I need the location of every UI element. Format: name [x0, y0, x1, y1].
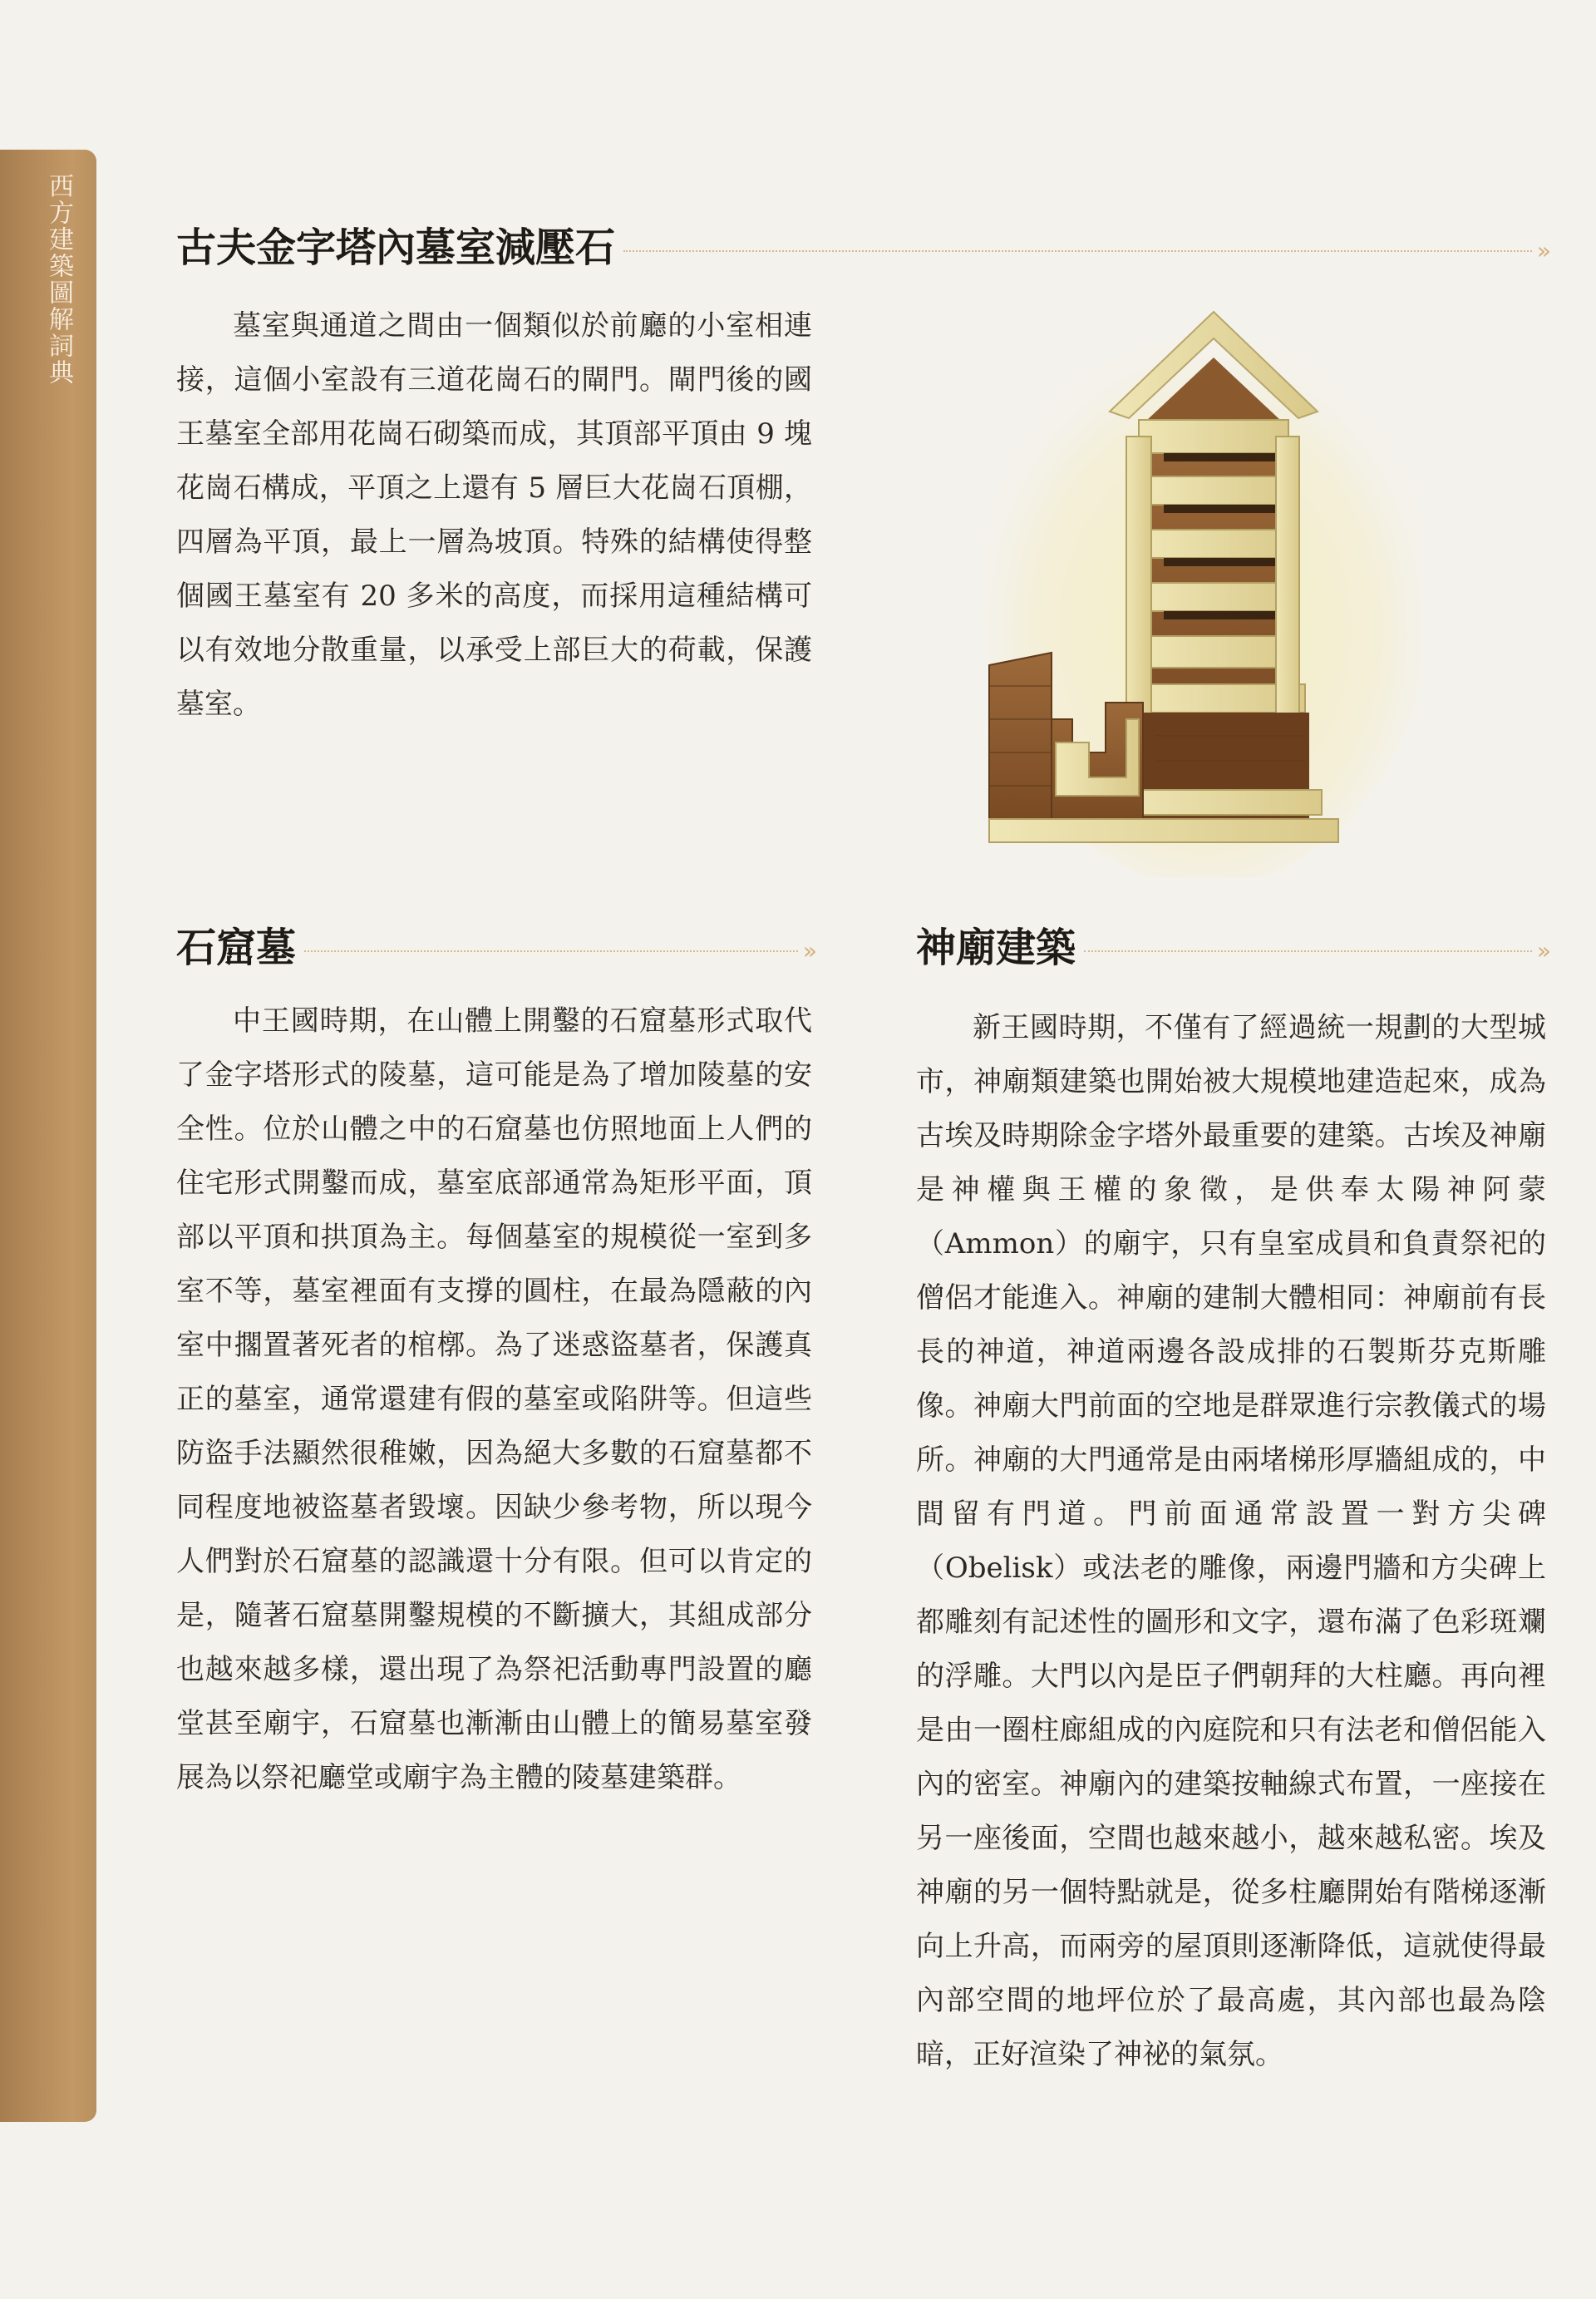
- chevron-right-icon: »: [1536, 936, 1546, 964]
- paragraph-temple-architecture: 新王國時期，不僅有了經過統一規劃的大型城市，神廟類建築也開始被大規模地建造起來，成為古埃及時期除金字塔外最重要的建築。古埃及神廟是神權與王權的象徵，是供奉太陽神阿蒙（Ammon）的廟宇，只有皇室成員和負責祭祀的僧侶才能進入。神廟的建制大體相同：神廟前有長長的神道，神道兩邊各設成排的石製斯芬克斯雕像。神廟大門前面的空地是群眾進行宗教儀式的場所。神廟的大門通常是由兩堵梯形厚牆組成的，中間留有門道。門前面通常設置一對方尖碑（Obelisk）或法老的雕像，兩邊門牆和方尖碑上都雕刻有記述性的圖形和文字，還布滿了色彩斑斕的浮雕。大門以內是臣子們朝拜的大柱廳。再向裡是由一圈柱廊組成的內庭院和只有法老和僧侶能入內的密室。神廟內的建築按軸線式布置，一座接在另一座後面，空間也越來越小，越來越私密。埃及神廟的另一個特點就是，從多柱廳開始有階梯逐漸向上升高，而兩旁的屋頂則逐漸降低，這就使得最內部空間的地坪位於了最高處，其內部也最為陰暗，正好渲染了神祕的氣氛。: [916, 1011, 1546, 2071]
- heading-temple-architecture-text: 神廟建築: [916, 925, 1076, 971]
- side-tab: [0, 150, 96, 2122]
- pillar-left: [1126, 437, 1151, 728]
- antechamber-block: [989, 653, 1052, 819]
- pillar-right: [1276, 437, 1299, 736]
- relieving-chamber-illustration: [956, 287, 1421, 877]
- side-tab-label: 西方建築圖解詞典: [44, 173, 73, 386]
- heading-temple-architecture: [916, 923, 1546, 973]
- heading-rock-tombs-text: 石窟墓: [176, 925, 297, 971]
- heading-relieving-stones: [176, 223, 1546, 273]
- chevron-right-icon: »: [802, 936, 812, 964]
- base-slab: [989, 819, 1338, 842]
- heading-rock-tombs: [176, 923, 812, 973]
- chevron-right-icon: »: [1536, 236, 1546, 264]
- paragraph-relieving-stones: 墓室與通道之間由一個類似於前廳的小室相連接，這個小室設有三道花崗石的閘門。閘門後的國王墓室全部用花崗石砌築而成，其頂部平頂由 9 塊花崗石構成，平頂之上還有 5 層巨大花崗石頂棚，四層為平頂，最上一層為坡頂。特殊的結構使得整個國王墓室有 20 多米的高度，而採用這種結構可以有效地分散重量，以承受上部巨大的荷載，保護墓室。: [176, 309, 812, 721]
- chamber-floor: [1122, 790, 1322, 815]
- heading-rule: [1084, 950, 1532, 952]
- paragraph-rock-tombs: 中王國時期，在山體上開鑿的石窟墓形式取代了金字塔形式的陵墓，這可能是為了增加陵墓的安全性。位於山體之中的石窟墓也仿照地面上人們的住宅形式開鑿而成，墓室底部通常為矩形平面，頂部以平頂和拱頂為主。每個墓室的規模從一室到多室不等，墓室裡面有支撐的圓柱，在最為隱蔽的內室中擱置著死者的棺槨。為了迷惑盜墓者，保護真正的墓室，通常還建有假的墓室或陷阱等。但這些防盜手法顯然很稚嫩，因為絕大多數的石窟墓都不同程度地被盜墓者毀壞。因缺少參考物，所以現今人們對於石窟墓的認識還十分有限。但可以肯定的是，隨著石窟墓開鑿規模的不斷擴大，其組成部分也越來越多樣，還出現了為祭祀活動專門設置的廳堂甚至廟宇，石窟墓也漸漸由山體上的簡易墓室發展為以祭祀廳堂或廟宇為主體的陵墓建築群。: [176, 1004, 812, 1794]
- heading-rule: [623, 250, 1532, 252]
- heading-rule: [304, 950, 798, 952]
- heading-relieving-stones-text: 古夫金字塔內墓室減壓石: [176, 224, 616, 271]
